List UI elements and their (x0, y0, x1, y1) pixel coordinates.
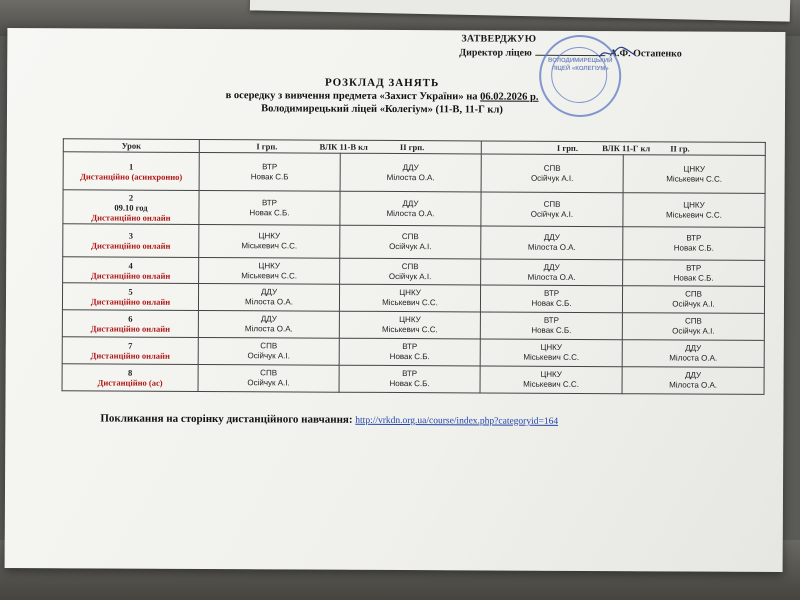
subject-cell (622, 313, 764, 341)
subject-name: ВТР (686, 263, 702, 273)
approval-name: А.Ф. Остапенко (609, 48, 682, 60)
subject-cell (339, 284, 480, 312)
teacher-name: Новак С.Б. (531, 325, 572, 335)
lesson-number: 4 (128, 260, 133, 271)
lesson-cell (63, 257, 199, 284)
teacher-name: Міськевич С.С. (241, 241, 298, 251)
table-row (63, 190, 765, 228)
subject-cell (199, 224, 340, 258)
teacher-name: Осійчук А.І. (247, 351, 290, 361)
header-group2b: ІІ гр. (670, 143, 690, 154)
subject-cell (481, 154, 623, 193)
lesson-time: 09.10 год (114, 202, 148, 213)
subject-cell (340, 153, 481, 192)
lesson-number: 8 (127, 367, 133, 378)
subject-name: ЦНКУ (540, 342, 563, 352)
subject-name: ЦНКУ (683, 200, 705, 210)
lesson-mode: Дистанційно (асинхронно) (80, 170, 183, 182)
lesson-cell (63, 190, 199, 225)
teacher-name: Новак С.Б (250, 171, 289, 181)
teacher-name: Міськевич С.С. (666, 209, 722, 220)
subject-cell (481, 259, 623, 286)
teacher-name: Мілоста О.А. (669, 380, 718, 390)
subject-cell (340, 191, 481, 226)
lesson-number: 1 (129, 161, 134, 172)
schedule-title: РОЗКЛАД ЗАНЯТЬ (324, 76, 440, 90)
subject-cell (622, 367, 764, 395)
teacher-name: Осійчук А.І. (389, 241, 432, 252)
teacher-name: Осійчук А.І. (530, 173, 574, 183)
distance-learning-note (100, 412, 558, 426)
lesson-mode: Дистанційно онлайн (90, 296, 171, 307)
subject-name: ДДУ (685, 370, 702, 380)
subject-cell (340, 225, 481, 259)
subject-cell (623, 227, 765, 261)
table-row (62, 283, 764, 314)
school-name: Володимирецький ліцей «Колегіум» (11-В, 11-Г кл) (261, 103, 503, 116)
subject-name: ДДУ (402, 198, 419, 208)
teacher-name: Новак С.Б. (249, 207, 290, 217)
table-row (63, 224, 765, 261)
document-heading (147, 75, 617, 117)
subject-cell (481, 192, 623, 227)
subject-name: ДДУ (402, 162, 419, 172)
lesson-number: 7 (128, 340, 133, 351)
lesson-number: 5 (128, 286, 133, 297)
subject-name: СПВ (260, 341, 278, 351)
lesson-mode: Дистанційно онлайн (90, 269, 171, 281)
subject-name: ВТР (402, 369, 418, 379)
signature-icon (597, 45, 637, 61)
subject-name: СПВ (260, 368, 278, 378)
teacher-name: Мілоста О.А. (245, 297, 293, 307)
teacher-name: Мілоста О.А. (386, 208, 435, 218)
lesson-cell (62, 310, 198, 338)
schedule-table (62, 138, 766, 395)
subject-cell (623, 155, 765, 194)
subject-name: ДДУ (685, 343, 702, 353)
subject-name: СПВ (684, 316, 702, 326)
header-lesson: Урок (63, 139, 199, 153)
header-group1a: І грп. (256, 141, 278, 152)
table-row (62, 337, 764, 368)
subject-cell (198, 337, 339, 365)
subject-cell (622, 340, 764, 368)
stamp-text: ВОЛОДИМИРЕЦЬКИЙ ЛІЦЕЙ «КОЛЕГІУМ» (548, 57, 613, 73)
subject-cell (198, 364, 339, 392)
subject-cell (198, 310, 339, 338)
subject-cell (199, 152, 340, 191)
distance-learning-link[interactable]: http://vrkdn.org.ua/course/index.php?categoryid=164 (355, 415, 559, 427)
subject-cell (198, 283, 339, 311)
teacher-name: Мілоста О.А. (669, 353, 718, 363)
subject-name: ДДУ (260, 314, 277, 324)
lesson-mode: Дистанційно онлайн (90, 350, 170, 361)
subject-cell (199, 190, 340, 225)
subject-cell (199, 257, 340, 284)
subject-name: ЦНКУ (540, 369, 562, 379)
subject-cell (623, 260, 765, 287)
lesson-mode: Дистанційно онлайн (91, 211, 171, 223)
subject-name: ЦНКУ (258, 231, 281, 241)
teacher-name: Міськевич С.С. (523, 379, 579, 389)
subject-name: СПВ (543, 163, 561, 173)
subject-name: ЦНКУ (258, 260, 280, 270)
teacher-name: Осійчук А.І. (672, 326, 715, 336)
subject-name: ЦНКУ (399, 315, 421, 325)
teacher-name: Міськевич С.С. (241, 270, 298, 280)
subject-cell (339, 365, 480, 393)
teacher-name: Осійчук А.І. (247, 378, 290, 388)
teacher-name: Міськевич С.С. (382, 297, 438, 308)
lesson-mode: Дистанційно онлайн (91, 240, 171, 251)
subject-name: ЦНКУ (683, 164, 705, 174)
lesson-cell (63, 224, 199, 258)
subject-name: ВТР (686, 233, 702, 243)
document-page (5, 28, 786, 572)
subject-name: СПВ (543, 199, 561, 209)
table-row (62, 364, 764, 395)
teacher-name: Осійчук А.І. (530, 209, 574, 219)
subject-cell (480, 312, 622, 340)
subject-cell (622, 286, 764, 314)
subject-name: ВТР (262, 161, 278, 171)
teacher-name: Міськевич С.С. (666, 173, 723, 184)
subject-cell (481, 226, 623, 260)
teacher-name: Мілоста О.А. (527, 242, 576, 252)
lesson-number: 3 (128, 230, 133, 241)
teacher-name: Мілоста О.А. (386, 172, 435, 182)
subject-cell (340, 258, 481, 285)
subject-name: ЦНКУ (399, 288, 421, 298)
teacher-name: Міськевич С.С. (381, 324, 438, 335)
subject-name: ДДУ (261, 287, 278, 297)
subject-cell (480, 285, 622, 313)
subject-name: ДДУ (543, 232, 560, 242)
subject-name: ДДУ (543, 262, 560, 272)
lesson-mode: Дистанційно онлайн (90, 323, 171, 334)
table-row (63, 152, 765, 194)
header-group1b: І грп. (556, 142, 578, 153)
subject-name: СПВ (401, 261, 419, 271)
approval-title: ЗАТВЕРДЖУЮ (461, 33, 537, 45)
teacher-name: Мілоста О.А. (527, 272, 576, 282)
subject-name: СПВ (401, 232, 419, 242)
subject-name: ВТР (402, 342, 418, 352)
subject-cell (480, 366, 622, 394)
lesson-number: 6 (128, 313, 133, 324)
subject-cell (480, 339, 622, 367)
subject-cell (339, 338, 480, 366)
teacher-name: Осійчук А.І. (672, 299, 715, 309)
teacher-name: Новак С.Б. (531, 298, 572, 308)
table-row (62, 310, 764, 341)
subject-cell (623, 193, 765, 228)
subject-name: ВТР (261, 197, 278, 207)
subtitle-prefix: в осередку з вивчення предмета «Захист України» на (225, 90, 481, 103)
lesson-cell (62, 283, 198, 311)
header-class-b-name: ВЛК 11-Г кл (602, 143, 651, 154)
teacher-name: Мілоста О.А. (244, 324, 293, 334)
subject-name: ВТР (543, 315, 559, 325)
lesson-cell (62, 364, 198, 392)
teacher-name: Осійчук А.І. (388, 271, 432, 281)
subject-name: СПВ (685, 289, 703, 299)
subject-cell (339, 311, 480, 339)
subject-name: ВТР (544, 288, 560, 298)
schedule-date: 06.02.2026 р. (480, 91, 539, 103)
lesson-cell (62, 337, 198, 365)
teacher-name: Новак С.Б. (389, 378, 430, 389)
header-group2a: ІІ грп. (399, 142, 425, 153)
teacher-name: Новак С.Б. (673, 243, 714, 253)
lesson-number: 2 (128, 192, 134, 203)
teacher-name: Новак С.Б. (389, 351, 430, 362)
lesson-cell (63, 152, 199, 191)
teacher-name: Міськевич С.С. (523, 352, 580, 362)
approval-position: Директор ліцею (459, 47, 532, 59)
header-class-a-name: ВЛК 11-В кл (319, 141, 368, 152)
footer-label: Покликання на сторінку дистанційного навчання: (100, 412, 356, 426)
table-row (63, 257, 765, 287)
teacher-name: Новак С.Б. (673, 272, 714, 283)
lesson-mode: Дистанційно (ас) (97, 377, 163, 388)
